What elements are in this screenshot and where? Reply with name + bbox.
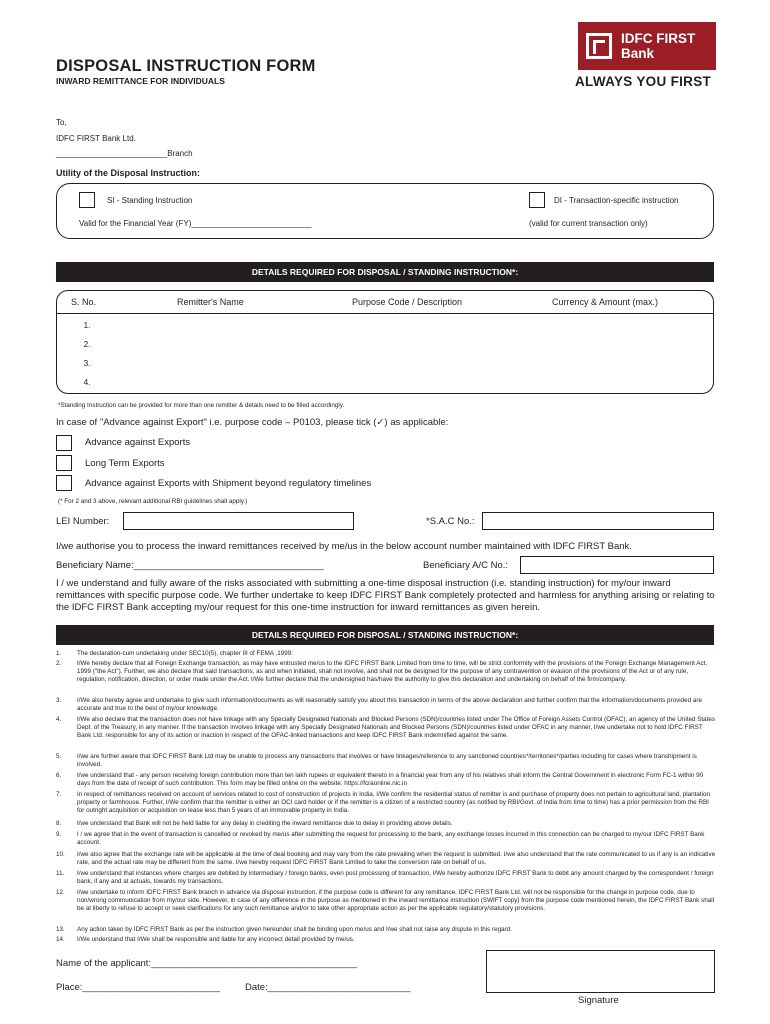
understanding-statement: I / we understand and fully aware of the risks associated with submitting a one-time disposal instruction (i.e. standing instruction) for my/our inward remittances with specific purpose code. We further undertake to keep IDFC FIRST Bank completely protected and harmless for anything arising or relating to the IDFC FIRST Bank accepting my/our request for this one-time instruction for inward remittances as given herein. <box>56 578 715 613</box>
declaration-text: I/we also agree that the exchange rate will be applicable at the time of deal booking and may vary from the rate prevailing when the request is submitted. I/we also understand that the rate communicated to us if any is an indicative rate, and the actual rate may be different from the same. I/we hereby request IDFC FIRST Bank Limited to take the conversion rate on behalf of us. <box>77 851 716 866</box>
di-label: DI - Transaction-specific instruction <box>554 196 679 205</box>
declaration-text: I/we understand that - any person receiving foreign contribution more than ten lakh rupees or equivalent thereto in a financial year from any of his relatives shall inform the Central Government in electronic Form FC-1 within 90 days from the date of receipt of such contribution. This form may be filled online on the website: https://fcraonline.nic.in <box>77 772 704 787</box>
declaration-number: 12. <box>56 889 65 896</box>
export-option-2-checkbox[interactable] <box>56 455 72 471</box>
declaration-text: I/we understand that instances where charges are debited by intermediary / foreign banks, even post processing of transaction, I/We hereby authorize IDFC FIRST Bank to debit any amount charged by the correspondent / foreign bank, if any and at actuals, towards my transactions. <box>77 870 714 885</box>
address-bank: IDFC FIRST Bank Ltd. <box>56 134 136 143</box>
lei-label: LEI Number: <box>56 516 110 527</box>
export-option-3-label: Advance against Exports with Shipment beyond regulatory timelines <box>85 478 372 489</box>
export-note: (* For 2 and 3 above, relevant additional RBI guidelines shall apply.) <box>58 498 248 505</box>
si-label: SI - Standing Instruction <box>107 196 193 205</box>
di-checkbox[interactable] <box>529 192 545 208</box>
declaration-text: I/we undertake to inform IDFC FIRST Bank branch in advance via disposal instruction, if the purpose code is different for any remittance. IDFC FIRST Bank Ltd. will not be responsible for the change in purpose code, due to non/wrong communication from my/our side. However, in case of any difference in the purpose as mentioned in the inward remittance instruction (SWIFT copy) from the purpose code mentioned herein, the IDFC FIRST Bank shall be at liberty to refuse to accept or seek clarifications for any such remittance and/or to take other appropriate action as per the applicable regulatory/statutory provisions. <box>77 889 714 912</box>
authorise-statement: I/we authorise you to process the inward remittances received by me/us in the below account number maintained with IDFC FIRST Bank. <box>56 541 632 552</box>
table-row[interactable]: 2. <box>83 339 91 349</box>
col-sno: S. No. <box>71 297 97 307</box>
brand-tagline: ALWAYS YOU FIRST <box>575 74 712 89</box>
table-row[interactable]: 3. <box>83 358 91 368</box>
export-option-3-checkbox[interactable] <box>56 475 72 491</box>
bank-name <box>621 31 695 61</box>
beneficiary-name-field[interactable]: Beneficiary Name:____________________________________ <box>56 560 324 571</box>
beneficiary-account-input[interactable] <box>520 556 714 574</box>
applicant-name-field[interactable]: Name of the applicant:_______________________________________ <box>56 958 358 969</box>
si-checkbox[interactable] <box>79 192 95 208</box>
page-title: DISPOSAL INSTRUCTION FORM <box>56 57 316 75</box>
place-field[interactable]: Place:__________________________ <box>56 982 220 993</box>
di-valid-note: (valid for current transaction only) <box>529 219 648 228</box>
declaration-number: 4. <box>56 716 62 723</box>
col-purpose-code: Purpose Code / Description <box>352 297 463 307</box>
declaration-text: In respect of remittances received on account of services related to cost of construction of projects in India, I/We confirm the residential status of remitter is and purchase of property does not pertain to agricultural land, plantation property or farmhouse. Further, I/We confirm that the remitter is either an OCI card holder or if the remitter is a citizen of a restricted country (as notified by RBI/Govt. of India from time to time) has a prior permission from the RBI for outright acquisition or acquisition on lease less than 5 years of an immovable property in India. <box>77 791 711 814</box>
col-remitter-name: Remitter's Name <box>177 297 244 307</box>
declaration-text: I/we are further aware that IDFC FIRST Bank Ltd may be unable to process any transactions that involves or have linkages/reference to any sanctioned countries*/territories*/parties including for cases where transhipment is involved. <box>77 753 697 768</box>
address-to: To, <box>56 118 67 127</box>
declaration-text: I/We understand that I/We shall be responsible and liable for any incorrect detail provided by me/us. <box>77 936 355 943</box>
declaration-number: 14. <box>56 936 65 943</box>
table-row[interactable]: 1. <box>83 320 91 330</box>
table-row[interactable]: 4. <box>83 377 91 387</box>
declaration-text: I / we agree that in the event of transaction is cancelled or revoked by me/us after submitting the request for processing to the bank, any exchange losses incurred in this connection can be charged to my/our IDFC FIRST Bank account. <box>77 831 705 846</box>
table-note: *Standing Instruction can be provided for more than one remitter & details need to be filled accordingly. <box>58 402 345 409</box>
table-header <box>57 291 713 314</box>
utility-box <box>56 183 714 239</box>
export-option-2-label: Long Term Exports <box>85 458 165 469</box>
declaration-number: 7. <box>56 791 62 798</box>
bank-emblem-icon <box>586 33 612 59</box>
page-subtitle: INWARD REMITTANCE FOR INDIVIDUALS <box>56 76 225 86</box>
declaration-text: I/We also declare that the transaction does not have linkage with any Specially Designated Nationals and Blocked Persons (SDN)/countries listed under The Office of Foreign Assets Control (OFAC), an agency of the United States Dept. of the Treasury, in any manner. If the transaction involves linkage with any Specially Designated Nationals and Blocked Persons (SDN)/countries listed under OFAC in any manner, I/we undertake not to hold IDFC FIRST Bank Ltd. responsible for any of its action or inaction in respect of the OFAC-linked transactions and keep IDFC FIRST Bank indemnified against the same. <box>77 716 716 739</box>
declaration-number: 1. <box>56 650 62 657</box>
col-currency-amount: Currency & Amount (max.) <box>552 297 659 307</box>
declaration-text: I/we understand that Bank will not be held liable for any delay in crediting the inward remittance due to delay in providing above details. <box>77 820 453 827</box>
declaration-number: 11. <box>56 870 65 877</box>
details-band-1: DETAILS REQUIRED FOR DISPOSAL / STANDING INSTRUCTION*: <box>56 262 714 282</box>
date-field[interactable]: Date:___________________________ <box>245 982 411 993</box>
declaration-number: 10. <box>56 851 65 858</box>
sac-input[interactable] <box>482 512 714 530</box>
declaration-text: The declaration-cum undertaking under SEC10(5), chapter III of FEMA ,1999: <box>77 650 293 657</box>
declaration-number: 6. <box>56 772 62 779</box>
utility-heading: Utility of the Disposal Instruction: <box>56 168 201 178</box>
declaration-number: 5. <box>56 753 62 760</box>
bank-name-line2: Bank <box>621 46 655 61</box>
declaration-number: 3. <box>56 697 62 704</box>
declaration-text: Any action taken by IDFC FIRST Bank as per the instruction given hereunder shall be binding upon me/us and I/we shall not raise any dispute in this regard. <box>77 926 512 933</box>
declaration-text: I/We hereby declare that all Foreign Exchange transaction, as may have entrusted me/us to the IDFC FIRST Bank Limited from time to time, will be strict conformity with the provisions of the Foreign Exchange Management Act, 1999 ("the Act"). Further, we also declare that said transactions, as and when initiated, shall not involve, and shall not be designed for the purpose of any contravention or evasion of the provisions of the Act or of any rule, regulation, notification, direction, or order made under the Act. I/We further declare that the undersigned has/have the authority to give this declaration and undertaking on behalf of the firm/company. <box>77 660 708 683</box>
export-option-1-label: Advance against Exports <box>85 437 191 448</box>
declaration-number: 9. <box>56 831 62 838</box>
bank-name-line1: IDFC FIRST <box>621 31 696 46</box>
signature-box[interactable] <box>486 950 715 993</box>
declaration-text: I/We also hereby agree and undertake to give such information/documents as will reasonably satisfy you about this transaction in terms of the above declaration and further confirm that the information/documents provided are accurate and true to the best of my/our knowledge. <box>77 697 703 712</box>
si-valid-fy-field[interactable]: Valid for the Financial Year (FY)___________________________ <box>79 219 312 228</box>
export-option-1-checkbox[interactable] <box>56 435 72 451</box>
sac-label: *S.A.C No.: <box>426 516 475 527</box>
lei-input[interactable] <box>123 512 354 530</box>
declaration-number: 8. <box>56 820 62 827</box>
declaration-number: 13. <box>56 926 65 933</box>
export-prompt: In case of "Advance against Export" i.e. purpose code – P0103, please tick (✓) as applicable: <box>56 417 449 428</box>
bank-logo <box>578 22 716 70</box>
beneficiary-account-label: Beneficiary A/C No.: <box>423 560 509 571</box>
signature-label: Signature <box>578 995 619 1006</box>
remitter-table <box>56 290 714 394</box>
declaration-number: 2. <box>56 660 62 667</box>
details-band-2: DETAILS REQUIRED FOR DISPOSAL / STANDING INSTRUCTION*: <box>56 625 714 645</box>
address-branch-field[interactable]: _________________________Branch <box>56 149 193 158</box>
